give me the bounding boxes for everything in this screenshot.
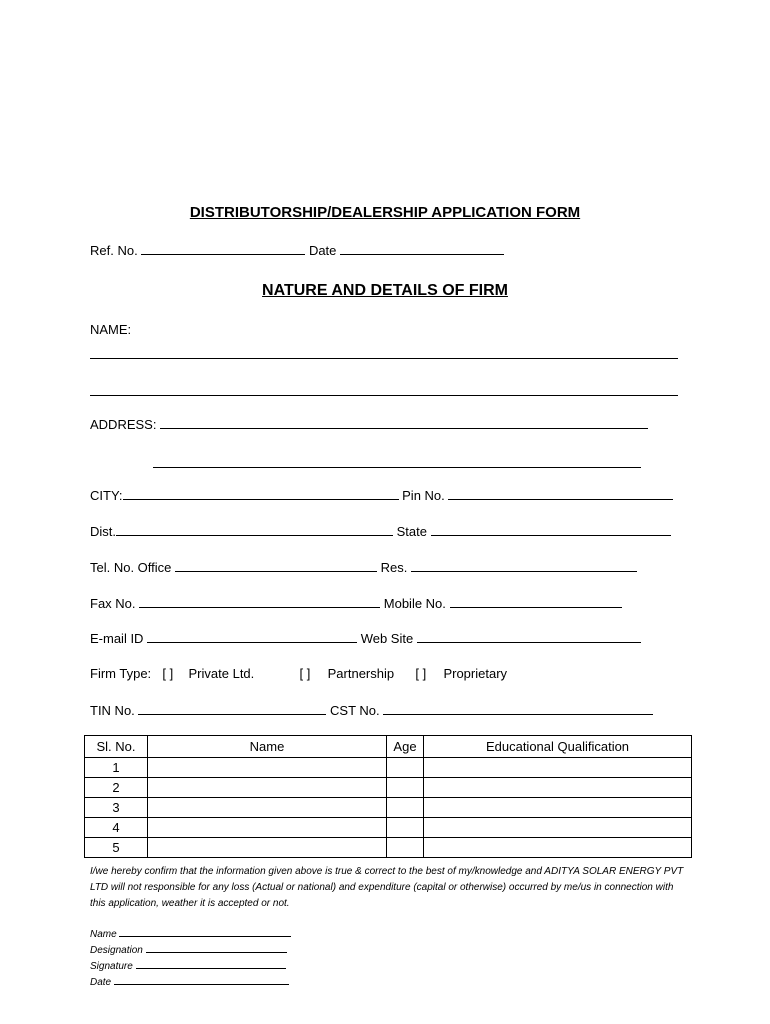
address-field-1[interactable] xyxy=(160,417,648,429)
age-cell[interactable] xyxy=(387,838,424,858)
sig-date-field[interactable] xyxy=(114,975,289,985)
address-row xyxy=(90,417,648,433)
fax-field[interactable] xyxy=(139,596,380,608)
table-row xyxy=(85,758,692,778)
table-header-row xyxy=(85,736,692,758)
name-field-line-1[interactable] xyxy=(90,358,678,359)
name-label: NAME: xyxy=(90,322,132,337)
sig-date-label: Date xyxy=(90,977,112,988)
website-label: Web Site xyxy=(360,631,414,646)
partnership-checkbox[interactable]: [ ] xyxy=(299,666,311,681)
cst-label: CST No. xyxy=(330,703,380,718)
table-row xyxy=(85,838,692,858)
date-label: Date xyxy=(308,243,337,258)
address-label: ADDRESS: xyxy=(90,417,157,432)
col-qualification: Educational Qualification xyxy=(424,736,692,758)
ref-field[interactable] xyxy=(141,243,305,255)
firm-type-label: Firm Type: xyxy=(90,666,152,681)
sig-designation-row xyxy=(90,943,287,958)
city-label: CITY: xyxy=(90,488,123,503)
email-label: E-mail ID xyxy=(90,631,144,646)
col-name: Name xyxy=(148,736,387,758)
tel-row xyxy=(90,560,637,576)
table-row xyxy=(85,818,692,838)
private-ltd-label: Private Ltd. xyxy=(188,666,255,681)
name-cell[interactable] xyxy=(148,838,387,858)
res-field[interactable] xyxy=(411,560,637,572)
qualification-cell[interactable] xyxy=(424,778,692,798)
sig-designation-field[interactable] xyxy=(146,943,287,953)
qualification-cell[interactable] xyxy=(424,798,692,818)
res-label: Res. xyxy=(380,560,408,575)
name-cell[interactable] xyxy=(148,818,387,838)
sl-no-cell: 3 xyxy=(85,798,148,818)
sig-name-field[interactable] xyxy=(119,927,291,937)
sig-signature-row xyxy=(90,959,286,974)
age-cell[interactable] xyxy=(387,778,424,798)
sl-no-cell: 5 xyxy=(85,838,148,858)
name-cell[interactable] xyxy=(148,758,387,778)
table-row xyxy=(85,778,692,798)
section-title: NATURE AND DETAILS OF FIRM xyxy=(262,282,508,299)
qualification-cell[interactable] xyxy=(424,758,692,778)
partnership-label: Partnership xyxy=(327,666,395,681)
proprietary-checkbox[interactable]: [ ] xyxy=(415,666,427,681)
sl-no-cell: 4 xyxy=(85,818,148,838)
proprietary-label: Proprietary xyxy=(443,666,508,681)
private-ltd-checkbox[interactable]: [ ] xyxy=(162,666,174,681)
sig-signature-field[interactable] xyxy=(136,959,286,969)
state-label: State xyxy=(396,524,427,539)
age-cell[interactable] xyxy=(387,798,424,818)
qualification-cell[interactable] xyxy=(424,818,692,838)
tin-label: TIN No. xyxy=(90,703,135,718)
sl-no-cell: 1 xyxy=(85,758,148,778)
pin-label: Pin No. xyxy=(402,488,445,503)
table-row xyxy=(85,798,692,818)
date-field[interactable] xyxy=(340,243,504,255)
sl-no-cell: 2 xyxy=(85,778,148,798)
ref-label: Ref. No. xyxy=(90,243,138,258)
sig-name-row xyxy=(90,927,291,942)
sig-designation-label: Designation xyxy=(90,945,143,956)
dist-field[interactable] xyxy=(116,524,393,536)
email-field[interactable] xyxy=(147,631,357,643)
address-field-2[interactable] xyxy=(153,467,641,468)
fax-row xyxy=(90,596,622,612)
website-field[interactable] xyxy=(417,631,641,643)
col-sl-no: Sl. No. xyxy=(85,736,148,758)
cst-field[interactable] xyxy=(383,703,653,715)
fax-label: Fax No. xyxy=(90,596,136,611)
state-field[interactable] xyxy=(431,524,671,536)
ref-date-row xyxy=(90,243,504,259)
city-row xyxy=(90,488,673,504)
col-age: Age xyxy=(387,736,424,758)
members-table xyxy=(84,735,692,858)
pin-field[interactable] xyxy=(448,488,673,500)
email-row xyxy=(90,631,641,647)
sig-signature-label: Signature xyxy=(90,961,133,972)
firm-type-row xyxy=(90,666,507,682)
dist-row xyxy=(90,524,671,540)
sig-name-label: Name xyxy=(90,929,117,940)
age-cell[interactable] xyxy=(387,818,424,838)
name-cell[interactable] xyxy=(148,778,387,798)
declaration-text: I/we hereby confirm that the information given above is true & correct to the best of my/knowledge and ADITYA SOLAR ENERGY PVT LTD will not responsible for any loss (Actual or national) and expenditure (capital or otherwise) occurred by me/us in connection with this application, weather it is accepted or not. xyxy=(90,866,684,909)
tel-office-field[interactable] xyxy=(175,560,377,572)
mobile-label: Mobile No. xyxy=(383,596,446,611)
mobile-field[interactable] xyxy=(450,596,622,608)
form-title: DISTRIBUTORSHIP/DEALERSHIP APPLICATION FORM xyxy=(189,204,581,221)
tel-office-label: Tel. No. Office xyxy=(90,560,172,575)
dist-label: Dist. xyxy=(90,524,116,539)
name-cell[interactable] xyxy=(148,798,387,818)
city-field[interactable] xyxy=(123,488,399,500)
tin-field[interactable] xyxy=(138,703,326,715)
qualification-cell[interactable] xyxy=(424,838,692,858)
tin-row xyxy=(90,703,653,719)
sig-date-row xyxy=(90,975,289,990)
name-field-line-2[interactable] xyxy=(90,395,678,396)
age-cell[interactable] xyxy=(387,758,424,778)
